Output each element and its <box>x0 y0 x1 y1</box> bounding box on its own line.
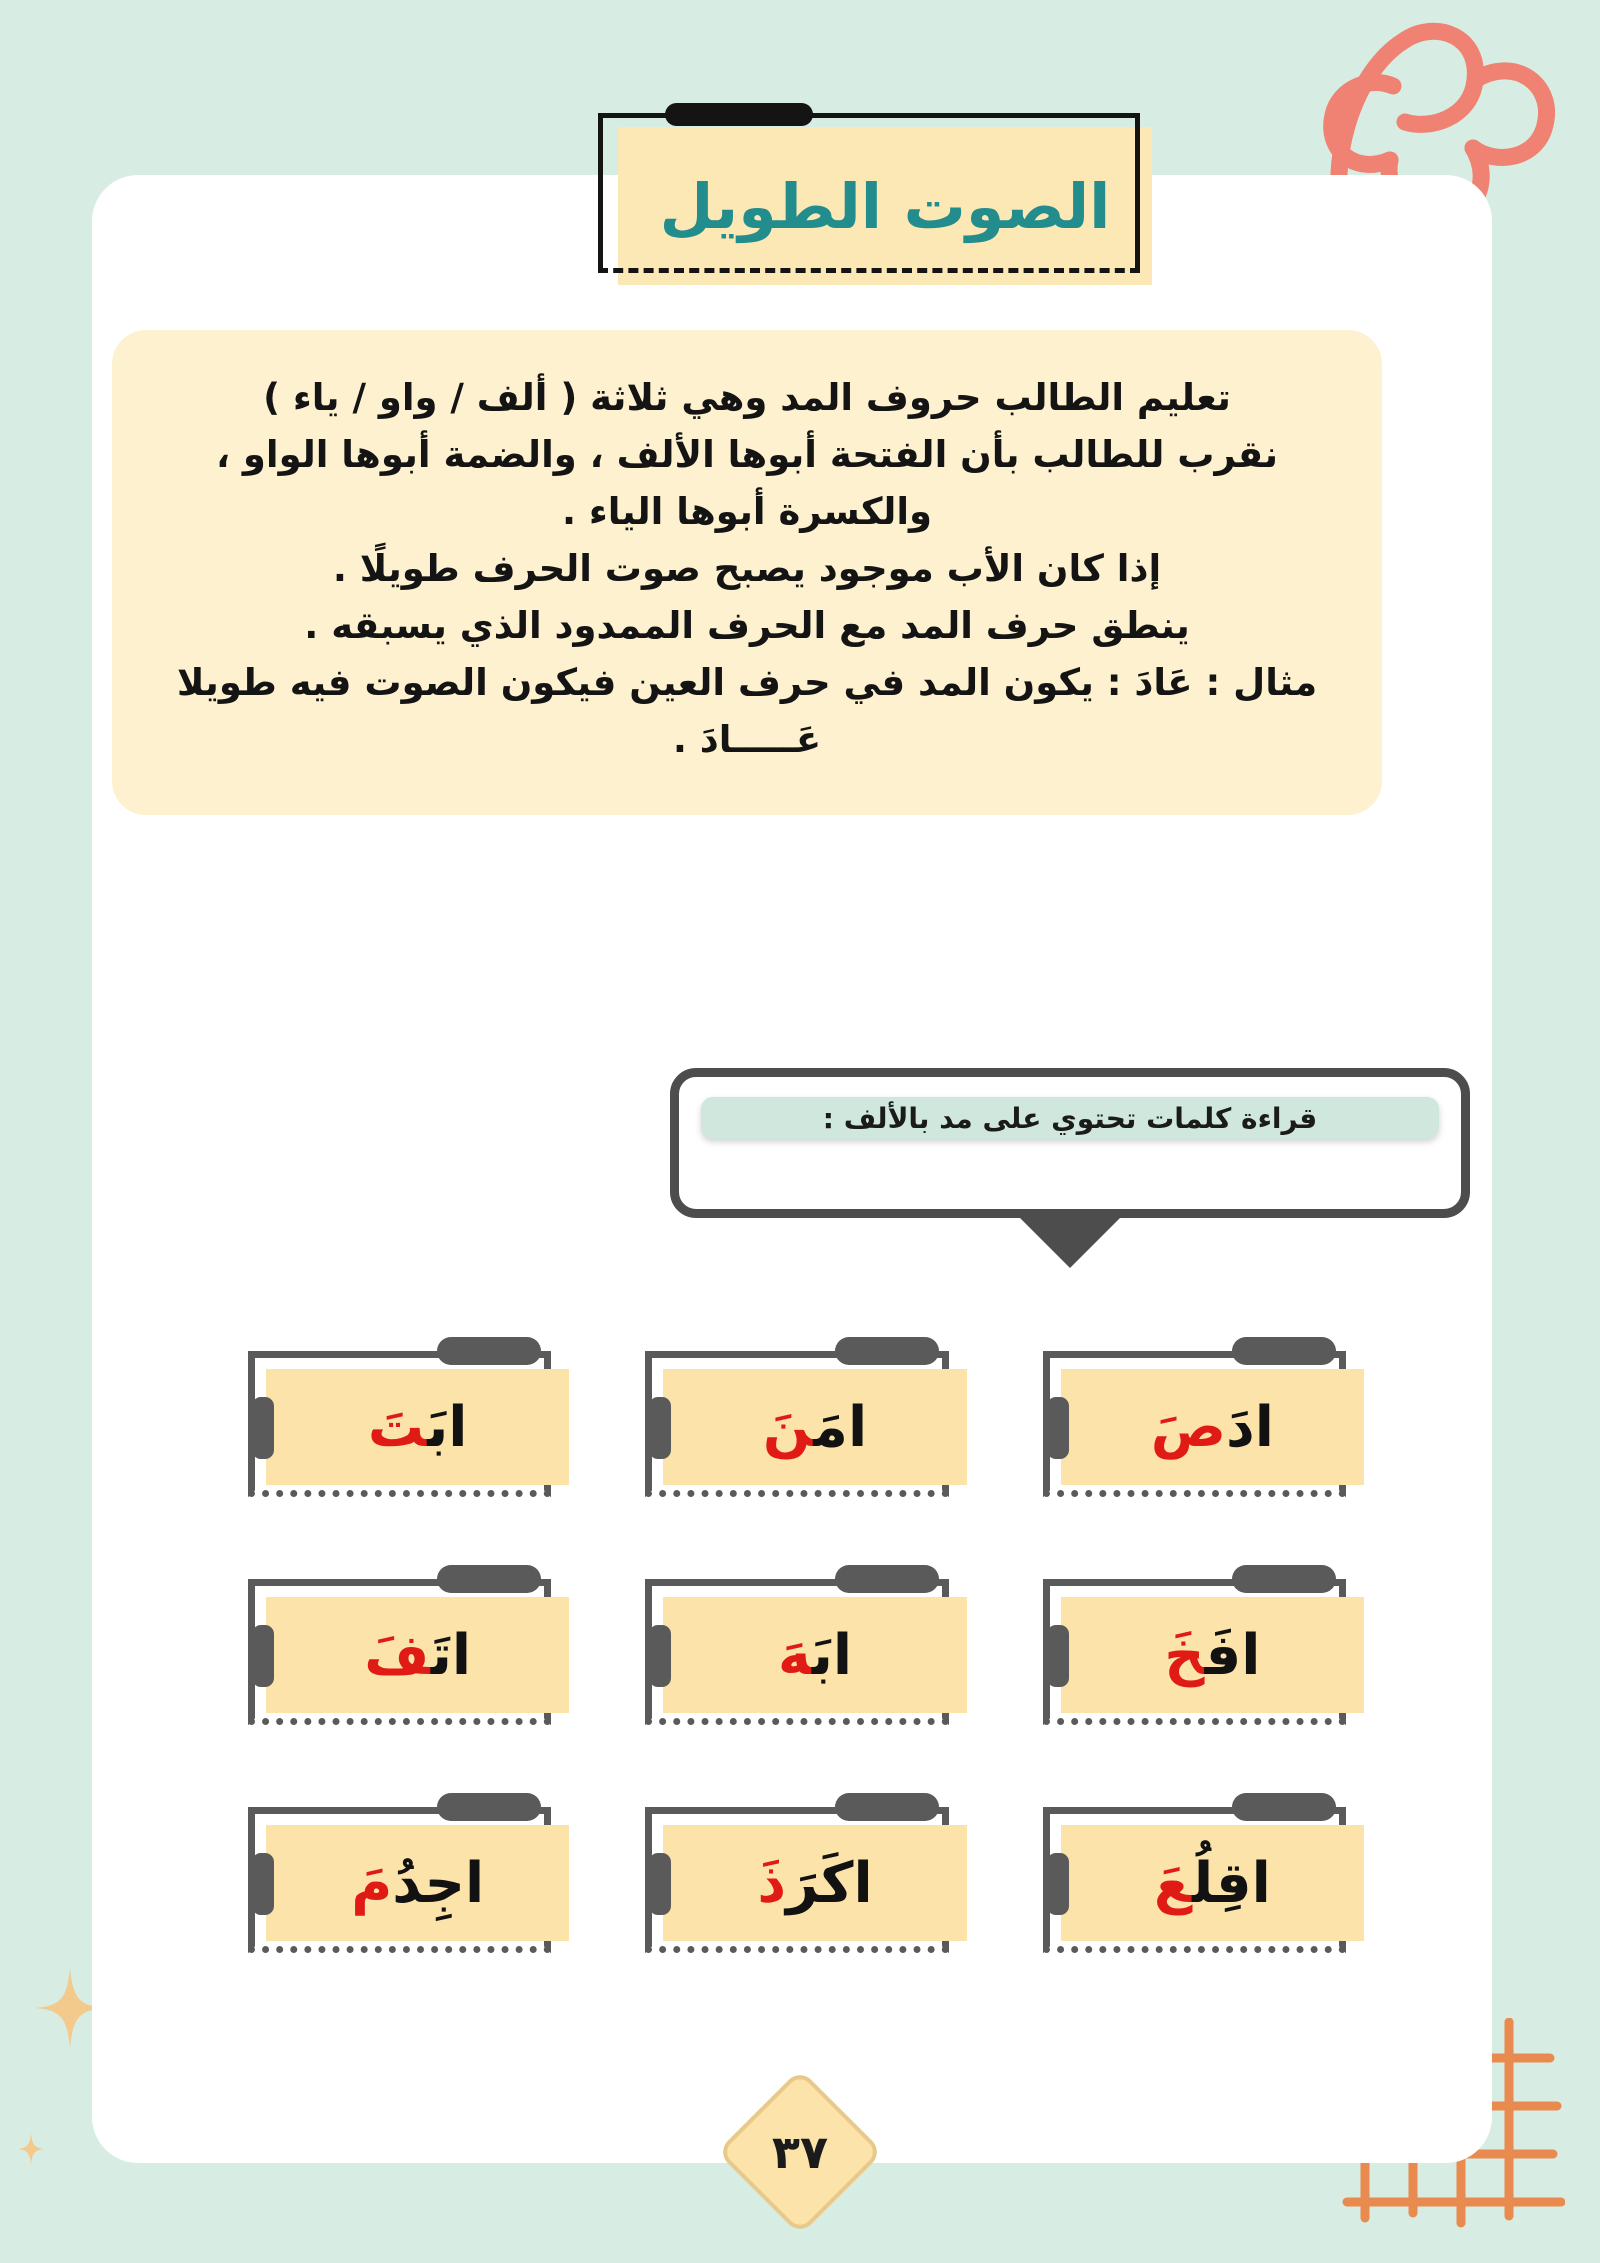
card-plate <box>1061 1825 1364 1941</box>
lesson-line: إذا كان الأب موجود يصبح صوت الحرف طويلًا . <box>332 546 1162 590</box>
card-tab-icon <box>835 1337 939 1365</box>
card-word-prefix: فَ <box>364 1622 431 1688</box>
card-word-prefix: صَ <box>1150 1394 1227 1460</box>
card-word-suffix: اجِدُ <box>392 1850 485 1916</box>
card-word-suffix: اتَ <box>430 1622 472 1688</box>
lesson-line: عَـــــادَ . <box>672 717 822 761</box>
card-tab-icon <box>437 1793 541 1821</box>
card-word-prefix: مَ <box>351 1850 393 1916</box>
page-number-badge <box>741 2093 859 2211</box>
card-word <box>368 1395 468 1460</box>
card-pin-icon <box>252 1853 274 1915</box>
card-word-prefix: تَ <box>367 1394 428 1460</box>
word-card[interactable] <box>236 1563 581 1731</box>
card-word-suffix: ابَ <box>427 1394 468 1460</box>
word-card[interactable] <box>236 1335 581 1503</box>
card-pin-icon <box>649 1853 671 1915</box>
word-card[interactable] <box>633 1563 978 1731</box>
card-tab-icon <box>437 1565 541 1593</box>
word-card-grid <box>236 1335 1376 1959</box>
banner-inner-plate <box>701 1097 1439 1139</box>
card-word <box>351 1851 484 1916</box>
arrow-down-icon <box>1018 1216 1122 1268</box>
card-word <box>364 1623 471 1688</box>
title-tab-icon <box>665 103 813 126</box>
card-word-prefix: هَ <box>777 1622 812 1688</box>
card-plate <box>266 1825 569 1941</box>
page-number-text: ٣٧ <box>771 2125 829 2179</box>
card-word-suffix: امَ <box>813 1394 868 1460</box>
card-word-suffix: اكَرَ <box>786 1850 873 1916</box>
card-pin-icon <box>1047 1853 1069 1915</box>
card-word <box>763 1395 867 1460</box>
card-word <box>1151 1395 1274 1460</box>
card-plate <box>663 1597 966 1713</box>
word-card[interactable] <box>1031 1791 1376 1959</box>
card-pin-icon <box>252 1397 274 1459</box>
sparkle-icon <box>18 2133 44 2165</box>
card-word-suffix: ادَ <box>1226 1394 1274 1460</box>
card-plate <box>266 1369 569 1485</box>
word-card[interactable] <box>236 1791 581 1959</box>
card-pin-icon <box>252 1625 274 1687</box>
card-word <box>1154 1851 1271 1916</box>
card-word-prefix: عَ <box>1153 1850 1193 1916</box>
word-card[interactable] <box>1031 1563 1376 1731</box>
card-plate <box>1061 1597 1364 1713</box>
card-pin-icon <box>1047 1397 1069 1459</box>
card-tab-icon <box>1232 1565 1336 1593</box>
card-word <box>778 1623 852 1688</box>
card-word-suffix: اقِلُ <box>1192 1850 1271 1916</box>
card-tab-icon <box>1232 1793 1336 1821</box>
instruction-banner <box>670 1068 1470 1268</box>
word-card[interactable] <box>1031 1335 1376 1503</box>
card-tab-icon <box>835 1793 939 1821</box>
page-title <box>594 95 1154 285</box>
card-word-suffix: افَ <box>1204 1622 1261 1688</box>
word-card[interactable] <box>633 1791 978 1959</box>
card-word <box>1164 1623 1260 1688</box>
card-word <box>757 1851 872 1916</box>
title-text: الصوت الطويل <box>659 169 1111 243</box>
card-plate <box>663 1825 966 1941</box>
word-card[interactable] <box>633 1335 978 1503</box>
lesson-line: تعليم الطالب حروف المد وهي ثلاثة ( ألف / واو / ياء ) <box>263 376 1231 419</box>
lesson-line: نقرب للطالب بأن الفتحة أبوها الألف ، والضمة أبوها الواو ، <box>216 432 1278 476</box>
card-pin-icon <box>1047 1625 1069 1687</box>
banner-text: قراءة كلمات تحتوي على مد بالألف : <box>822 1101 1318 1135</box>
card-plate <box>266 1597 569 1713</box>
card-plate <box>1061 1369 1364 1485</box>
card-plate <box>663 1369 966 1485</box>
card-tab-icon <box>835 1565 939 1593</box>
banner-outer-frame <box>670 1068 1470 1218</box>
lesson-box <box>112 330 1382 815</box>
card-tab-icon <box>1232 1337 1336 1365</box>
card-word-prefix: خَ <box>1164 1622 1205 1688</box>
card-pin-icon <box>649 1625 671 1687</box>
lesson-line: مثال : عَادَ : يكون المد في حرف العين فيكون الصوت فيه طويلا <box>176 660 1318 704</box>
card-word-prefix: ذَ <box>757 1850 787 1916</box>
card-word-prefix: نَ <box>762 1394 814 1460</box>
card-pin-icon <box>649 1397 671 1459</box>
lesson-line: والكسرة أبوها الياء . <box>561 489 933 533</box>
card-tab-icon <box>437 1337 541 1365</box>
lesson-line: ينطق حرف المد مع الحرف الممدود الذي يسبقه . <box>304 603 1190 647</box>
card-word-suffix: ابَ <box>811 1622 853 1688</box>
